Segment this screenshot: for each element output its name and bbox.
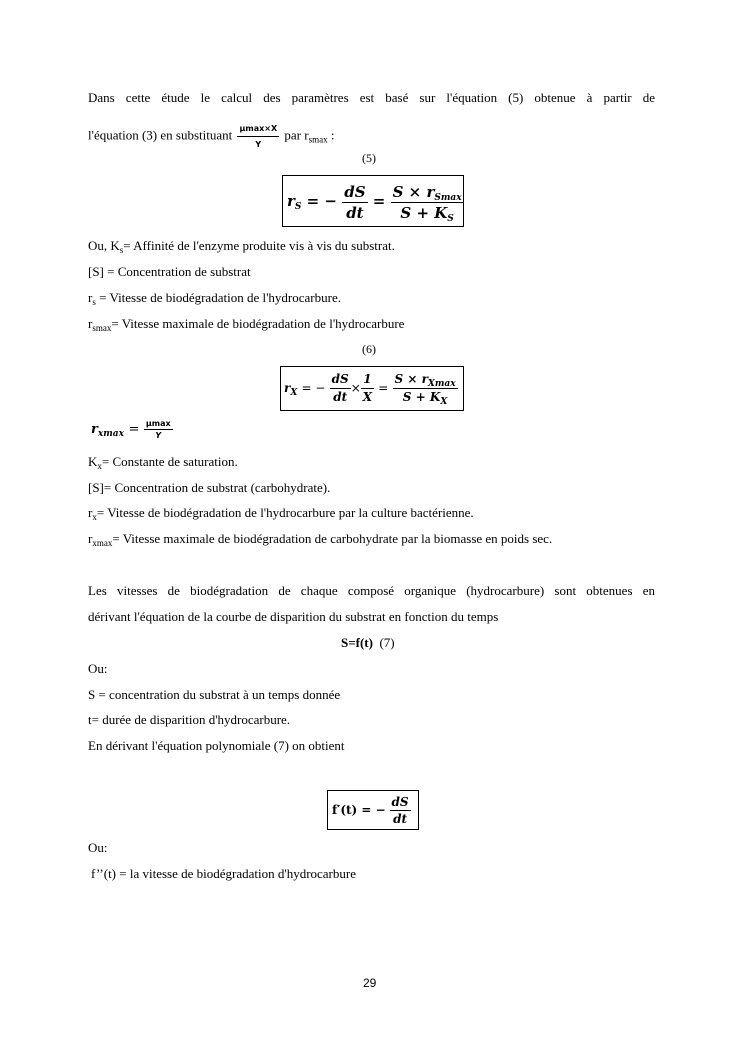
- definition-rs-prefix: r: [88, 290, 93, 305]
- definition-rsmax: [88, 316, 404, 331]
- equation-5: [287, 178, 464, 224]
- fraction-numerator: μmax×X: [237, 121, 279, 137]
- rs-subscript: S: [294, 202, 302, 212]
- equals-minus: = −: [306, 192, 337, 210]
- par-r-text: par r: [284, 127, 309, 143]
- fraction-denominator: X: [362, 390, 373, 404]
- equation-7-expression: S=f(t): [341, 635, 373, 650]
- definition-rx-text: = Vitesse de biodégradation de l'hydrocarbure par la culture bactérienne.: [96, 505, 474, 520]
- times-sign: ×: [350, 381, 361, 395]
- colon-text: :: [327, 127, 335, 143]
- fraction-numerator: dS: [344, 182, 366, 201]
- numerator-text: S × r: [392, 182, 435, 201]
- definition-ks: [88, 238, 395, 253]
- monod-fraction: [391, 182, 464, 223]
- mu-max-x-over-y-fraction: [237, 121, 279, 152]
- equation-5-box: [282, 175, 464, 227]
- fraction-denominator: dt: [393, 812, 408, 826]
- denominator-subscript: X: [440, 397, 448, 407]
- fraction-numerator: dS: [391, 795, 409, 809]
- definition-rs-subscript: s: [92, 297, 96, 307]
- rxmax-symbol: r: [91, 422, 98, 437]
- ou-label-1: Ou:: [88, 661, 108, 676]
- definition-t: t= durée de disparition d'hydrocarbure.: [88, 712, 291, 727]
- equals-sign: =: [378, 381, 389, 395]
- page-number: 29: [363, 976, 377, 990]
- definition-s-time: S = concentration du substrat à un temps donnée: [88, 687, 341, 702]
- definition-rsmax-subscript: smax: [92, 323, 112, 333]
- definition-f-prime: f’’(t) = la vitesse de biodégradation d'hydrocarbure: [91, 866, 356, 881]
- fraction-denominator: dt: [333, 390, 348, 404]
- equals-sign: =: [372, 192, 386, 210]
- definition-rxmax-text: = Vitesse maximale de biodégradation de carbohydrate par la biomasse en poids sec.: [112, 531, 553, 546]
- fraction-numerator: [393, 371, 458, 389]
- definition-s: [S] = Concentration de substrat: [88, 264, 251, 279]
- numerator-text: S × r: [394, 372, 428, 386]
- ds-dt-fraction: [390, 794, 411, 827]
- ds-dt-fraction: [342, 182, 367, 223]
- definition-kx-subscript: x: [97, 461, 102, 471]
- fraction-numerator: [391, 182, 464, 203]
- derivative-equation: [332, 792, 411, 828]
- denominator-text: S + K: [400, 203, 448, 222]
- rxmax-equation: [91, 416, 173, 444]
- definition-s-carbohydrate: [S]= Concentration de substrat (carbohydrate).: [88, 480, 331, 495]
- derive-text: En dérivant l'équation polynomiale (7) on obtient: [88, 738, 345, 753]
- denominator-subscript: S: [447, 213, 454, 224]
- definition-ks-text: = Affinité de l'enzyme produite vis à vis du substrat.: [123, 238, 395, 253]
- rx-subscript: X: [290, 388, 298, 398]
- definition-rx-prefix: r: [88, 505, 93, 520]
- intro-line-1: Dans cette étude le calcul des paramètres est basé sur l'équation (5) obtenue à partir de: [88, 90, 655, 105]
- intro-line-2-text: l'équation (3) en substituant: [88, 127, 233, 143]
- fraction-denominator: [391, 203, 464, 223]
- equation-7: [341, 635, 395, 651]
- definition-rs: [88, 290, 341, 305]
- numerator-subscript: Smax: [434, 192, 462, 203]
- one-over-x-fraction: [361, 371, 374, 406]
- definition-kx: [88, 454, 238, 469]
- denominator-text: S + K: [402, 390, 441, 404]
- definition-rx: [88, 505, 474, 520]
- rxmax-subscript: xmax: [97, 429, 124, 439]
- smax-subscript: smax: [308, 134, 328, 145]
- derivative-lhs: f′(t) = −: [332, 803, 386, 817]
- equation-6-box: [280, 366, 464, 411]
- equals-sign: =: [128, 422, 140, 437]
- equation-5-label: (5): [362, 151, 376, 165]
- fraction-numerator: dS: [330, 371, 351, 389]
- mu-max-over-y-fraction: [144, 418, 173, 441]
- equation-7-label: (7): [379, 635, 395, 650]
- rs-symbol: r: [287, 192, 295, 210]
- definition-ks-subscript: s: [119, 245, 124, 255]
- monod-x-fraction: [393, 371, 458, 406]
- definition-rxmax-prefix: r: [88, 531, 93, 546]
- equals-minus: = −: [301, 381, 326, 395]
- ou-label-2: Ou:: [88, 840, 108, 855]
- rx-symbol: r: [284, 381, 291, 395]
- definition-kx-prefix: K: [88, 454, 98, 469]
- fraction-denominator: dt: [346, 203, 364, 222]
- definition-ks-prefix: Ou, K: [88, 238, 120, 253]
- definition-rs-text: = Vitesse de biodégradation de l'hydrocarbure.: [95, 290, 341, 305]
- definition-rxmax-subscript: xmax: [92, 538, 113, 548]
- fraction-denominator: [393, 389, 458, 406]
- derivative-equation-box: [327, 790, 419, 830]
- intro-line-2: [88, 121, 334, 152]
- fraction-denominator: Y: [155, 431, 162, 440]
- definition-rsmax-prefix: r: [88, 316, 93, 331]
- numerator-subscript: Xmax: [427, 379, 456, 389]
- definition-rxmax: [88, 531, 552, 546]
- ds-dt-fraction: [330, 371, 351, 406]
- definition-kx-text: = Constante de saturation.: [101, 454, 238, 469]
- equation-6-label: (6): [362, 342, 376, 356]
- equation-6: [284, 368, 458, 408]
- definition-rx-subscript: x: [92, 512, 97, 522]
- rates-paragraph-line-2: dérivant l'équation de la courbe de disparition du substrat en fonction du temps: [88, 609, 499, 624]
- fraction-denominator: Y: [255, 140, 262, 149]
- fraction-numerator: 1: [361, 371, 374, 389]
- definition-rsmax-text: = Vitesse maximale de biodégradation de l'hydrocarbure: [111, 316, 405, 331]
- fraction-numerator: μmax: [145, 419, 171, 428]
- rates-paragraph-line-1: Les vitesses de biodégradation de chaque composé organique (hydrocarbure) sont obtenues en: [88, 583, 655, 598]
